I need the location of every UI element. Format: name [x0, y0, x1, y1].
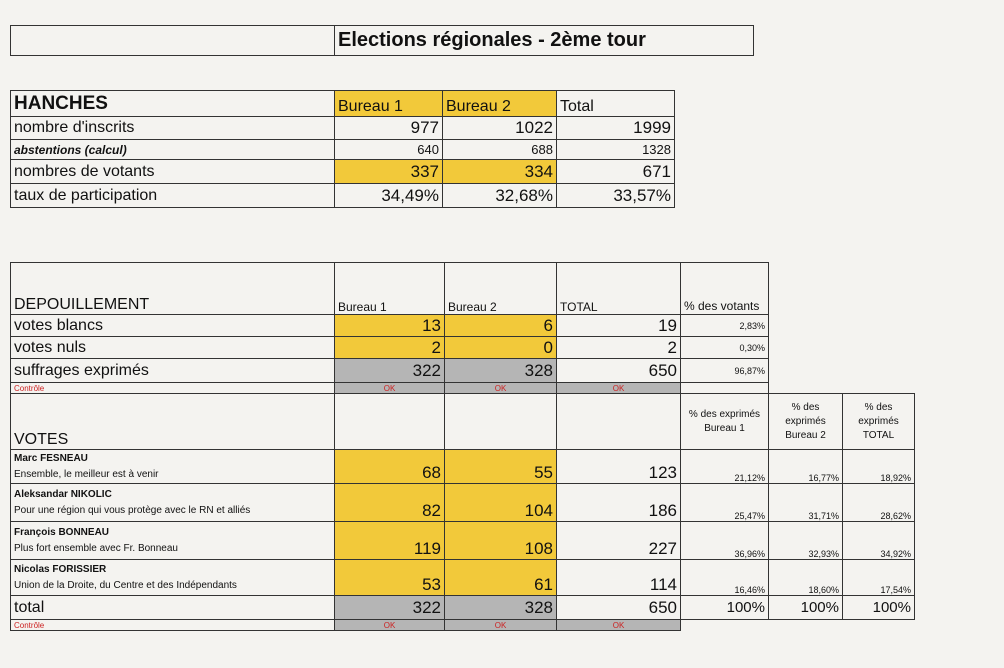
- cell-value: 650: [557, 596, 681, 620]
- cell-value: 13: [335, 315, 445, 337]
- cell-pct: 0,30%: [681, 337, 769, 359]
- candidate-list: Pour une région qui vous protège avec le RN et alliés: [14, 504, 251, 516]
- candidate-cell: [11, 560, 335, 596]
- empty-cell: [769, 359, 843, 383]
- empty-cell: [445, 394, 557, 450]
- cell-pct: 2,83%: [681, 315, 769, 337]
- table-row: [11, 184, 675, 208]
- cell-value: 68: [335, 450, 445, 484]
- cell-value: 1999: [557, 117, 675, 140]
- cell-pct: 31,71%: [769, 484, 843, 522]
- table-row: [11, 160, 675, 184]
- table-row: [11, 359, 915, 383]
- empty-cell: [769, 383, 843, 394]
- empty-cell: [681, 620, 769, 631]
- table-row: [11, 140, 675, 160]
- cell-pct: 100%: [843, 596, 915, 620]
- cell-value: 104: [445, 484, 557, 522]
- candidate-name: François BONNEAU: [14, 526, 110, 538]
- cell-value: 671: [557, 160, 675, 184]
- header-pct-exprimes-b2: % des exprimés Bureau 2: [769, 394, 843, 450]
- empty-cell: [557, 394, 681, 450]
- page-title: Elections régionales - 2ème tour: [335, 26, 754, 56]
- cell-value: 2: [335, 337, 445, 359]
- title-table: [10, 25, 754, 56]
- header-total: Total: [557, 91, 675, 117]
- depouillement-label: DEPOUILLEMENT: [11, 263, 335, 315]
- cell-pct: 21,12%: [681, 450, 769, 484]
- cell-value: 322: [335, 359, 445, 383]
- candidate-row: [11, 560, 915, 596]
- header-pct-exprimes-b1: % des exprimés Bureau 1: [681, 394, 769, 450]
- row-label: taux de participation: [11, 184, 335, 208]
- cell-pct: 16,46%: [681, 560, 769, 596]
- cell-pct: 32,93%: [769, 522, 843, 560]
- cell-value: 2: [557, 337, 681, 359]
- control-label: Contrôle: [11, 383, 335, 394]
- cell-value: 19: [557, 315, 681, 337]
- cell-value: 53: [335, 560, 445, 596]
- table-row: [11, 337, 915, 359]
- cell-value: 0: [445, 337, 557, 359]
- cell-pct: 100%: [769, 596, 843, 620]
- control-ok: OK: [557, 383, 681, 394]
- cell-value: 650: [557, 359, 681, 383]
- row-label: total: [11, 596, 335, 620]
- results-table: [10, 262, 915, 631]
- candidate-list: Ensemble, le meilleur est à venir: [14, 468, 159, 480]
- cell-value: 1022: [443, 117, 557, 140]
- candidate-row: [11, 522, 915, 560]
- row-label: abstentions (calcul): [11, 140, 335, 160]
- control-ok: OK: [335, 620, 445, 631]
- header-bureau-1: Bureau 1: [335, 263, 445, 315]
- control-ok: OK: [445, 383, 557, 394]
- control-ok: OK: [557, 620, 681, 631]
- control-ok: OK: [445, 620, 557, 631]
- candidate-row: [11, 450, 915, 484]
- empty-cell: [769, 263, 843, 315]
- cell-value: 34,49%: [335, 184, 443, 208]
- cell-value: 322: [335, 596, 445, 620]
- candidate-name: Marc FESNEAU: [14, 452, 88, 464]
- cell-value: 227: [557, 522, 681, 560]
- cell-value: 186: [557, 484, 681, 522]
- cell-pct: 28,62%: [843, 484, 915, 522]
- cell-value: 334: [443, 160, 557, 184]
- row-label: nombre d'inscrits: [11, 117, 335, 140]
- header-pct-votants: % des votants: [681, 263, 769, 315]
- row-label: votes blancs: [11, 315, 335, 337]
- candidate-list: Plus fort ensemble avec Fr. Bonneau: [14, 542, 178, 554]
- cell-pct: 18,92%: [843, 450, 915, 484]
- cell-pct: 25,47%: [681, 484, 769, 522]
- cell-value: 33,57%: [557, 184, 675, 208]
- cell-value: 119: [335, 522, 445, 560]
- candidate-cell: [11, 450, 335, 484]
- empty-cell: [843, 620, 915, 631]
- votes-label: VOTES: [11, 394, 335, 450]
- cell-pct: 16,77%: [769, 450, 843, 484]
- cell-value: 328: [445, 596, 557, 620]
- header-bureau-2: Bureau 2: [445, 263, 557, 315]
- cell-pct: 17,54%: [843, 560, 915, 596]
- empty-cell: [843, 315, 915, 337]
- cell-value: 108: [445, 522, 557, 560]
- cell-value: 337: [335, 160, 443, 184]
- row-label: suffrages exprimés: [11, 359, 335, 383]
- cell-value: 1328: [557, 140, 675, 160]
- candidate-cell: [11, 522, 335, 560]
- cell-value: 688: [443, 140, 557, 160]
- total-row: [11, 596, 915, 620]
- control-row: [11, 383, 915, 394]
- empty-cell: [681, 383, 769, 394]
- row-label: votes nuls: [11, 337, 335, 359]
- control-label: Contrôle: [11, 620, 335, 631]
- row-label: nombres de votants: [11, 160, 335, 184]
- header-bureau-2: Bureau 2: [443, 91, 557, 117]
- cell-value: 114: [557, 560, 681, 596]
- candidate-list: Union de la Droite, du Centre et des Indépendants: [14, 579, 237, 591]
- empty-cell: [769, 620, 843, 631]
- candidate-name: Nicolas FORISSIER: [14, 563, 107, 575]
- table-row: [11, 117, 675, 140]
- cell-value: 82: [335, 484, 445, 522]
- empty-cell: [843, 383, 915, 394]
- empty-cell: [843, 337, 915, 359]
- candidate-row: [11, 484, 915, 522]
- table-row: [11, 315, 915, 337]
- header-pct-exprimes-total: % des exprimés TOTAL: [843, 394, 915, 450]
- cell-pct: 34,92%: [843, 522, 915, 560]
- cell-value: 328: [445, 359, 557, 383]
- town-name: HANCHES: [11, 91, 335, 117]
- cell-pct: 100%: [681, 596, 769, 620]
- cell-value: 61: [445, 560, 557, 596]
- cell-pct: 36,96%: [681, 522, 769, 560]
- title-blank-cell: [11, 26, 335, 56]
- cell-pct: 18,60%: [769, 560, 843, 596]
- header-total: TOTAL: [557, 263, 681, 315]
- control-row: [11, 620, 915, 631]
- cell-pct: 96,87%: [681, 359, 769, 383]
- empty-cell: [843, 263, 915, 315]
- candidate-cell: [11, 484, 335, 522]
- cell-value: 6: [445, 315, 557, 337]
- cell-value: 977: [335, 117, 443, 140]
- empty-cell: [769, 315, 843, 337]
- candidate-name: Aleksandar NIKOLIC: [14, 488, 112, 500]
- cell-value: 55: [445, 450, 557, 484]
- empty-cell: [335, 394, 445, 450]
- header-bureau-1: Bureau 1: [335, 91, 443, 117]
- empty-cell: [843, 359, 915, 383]
- cell-value: 123: [557, 450, 681, 484]
- empty-cell: [769, 337, 843, 359]
- control-ok: OK: [335, 383, 445, 394]
- summary-table: [10, 90, 675, 208]
- cell-value: 640: [335, 140, 443, 160]
- cell-value: 32,68%: [443, 184, 557, 208]
